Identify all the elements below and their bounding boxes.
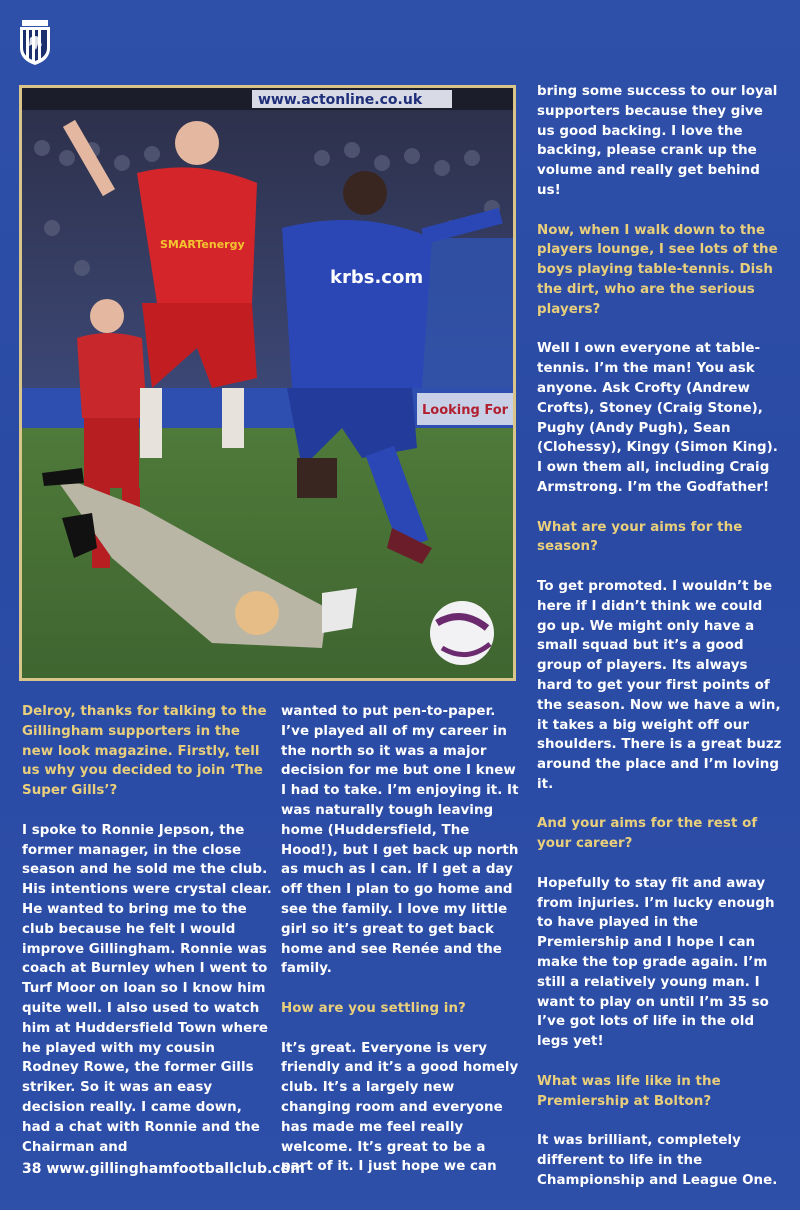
interview-question: What was life like in the Premiership at Bolton?: [537, 1073, 721, 1109]
interview-answer: I spoke to Ronnie Jepson, the former manager, in the close season and he sold me the club. His intentions were crystal clear. He wanted to bring me to the club because he felt I would improve Gillingham. Ronnie was coach at Burnley when I went to Turf Moor on loan so I know him quite well. I also used to watch him at Huddersfield Town where he played with my cousin Rodney Rowe, the former Gills striker. So it was an easy decision really. I came down, had a chat with Ronnie and the Chairman and: [22, 822, 272, 1155]
interview-answer: Hopefully to stay fit and away from injuries. I’m lucky enough to have played in the Premiership and I hope I can make the top grade again. I’m still a relatively young man. I want to play on until I’m 35 so I’ve got lots of life in the old legs yet!: [537, 875, 775, 1050]
interview-question: Delroy, thanks for talking to the Gillingham supporters in the new look magazine. Firstly, tell us why you decided to join ‘The Super Gills’?: [22, 704, 267, 799]
opponent-shirt-sponsor: SMARTenergy: [160, 238, 245, 251]
page-number: 38: [22, 1161, 42, 1177]
football-icon: [430, 601, 494, 665]
interview-question: What are your aims for the season?: [537, 519, 743, 555]
interview-answer: To get promoted. I wouldn’t be here if I didn’t think we could go up. We might only have a small squad but it’s a good group of players. Its always hard to get your first points of the season. Now we have a win, it takes a big weight off our shoulders. There is a great buzz around the place and I’m loving it.: [537, 578, 782, 792]
interview-question: Now, when I walk down to the players lounge, I see lots of the boys playing table-tennis. Dish the dirt, who are the serious players?: [537, 222, 778, 317]
article-column-3: [537, 82, 783, 1210]
hoarding-text: Looking For: [422, 403, 509, 418]
interview-answer: It was brilliant, completely different to life in the Championship and League One.: [537, 1133, 778, 1188]
page-footer: [22, 1161, 305, 1177]
interview-question: How are you settling in?: [281, 1000, 466, 1016]
article-column-1: [22, 702, 272, 1177]
interview-answer: bring some success to our loyal supporters because they give us good backing. I love the backing, please crank up the volume and really get behind us!: [537, 84, 778, 198]
gillingham-club-crest-icon: [18, 20, 52, 66]
interview-question: And your aims for the rest of your career?: [537, 816, 758, 852]
match-action-photo: [19, 85, 516, 681]
stadium-banner-text: www.actonline.co.uk: [258, 92, 423, 108]
article-column-2: [281, 702, 521, 1197]
club-website-link[interactable]: www.gillinghamfootballclub.com: [46, 1161, 305, 1177]
interview-answer: wanted to put pen-to-paper. I’ve played all of my career in the north so it was a major decision for me but one I knew I had to take. I’m enjoying it. It was naturally tough leaving home (Huddersfield, The Hood!), but I get back up north as much as I can. If I get a day off then I plan to go home and see the family. I love my little girl so it’s great to get back home and see Renée and the family.: [281, 704, 519, 977]
interview-answer: Well I own everyone at table-tennis. I’m the man! You ask anyone. Ask Crofty (Andrew Crofts), Stoney (Craig Stone), Pughy (Andy Pugh), Sean (Clohessy), Kingy (Simon King). I own them all, including Craig Armstrong. I’m the Godfather!: [537, 341, 778, 495]
shirt-sponsor-text: krbs.com: [330, 267, 424, 288]
interview-answer: It’s great. Everyone is very friendly and it’s a good homely club. It’s a largely new changing room and everyone has made me feel really welcome. It’s great to be a part of it. I just hope we can: [281, 1040, 519, 1175]
